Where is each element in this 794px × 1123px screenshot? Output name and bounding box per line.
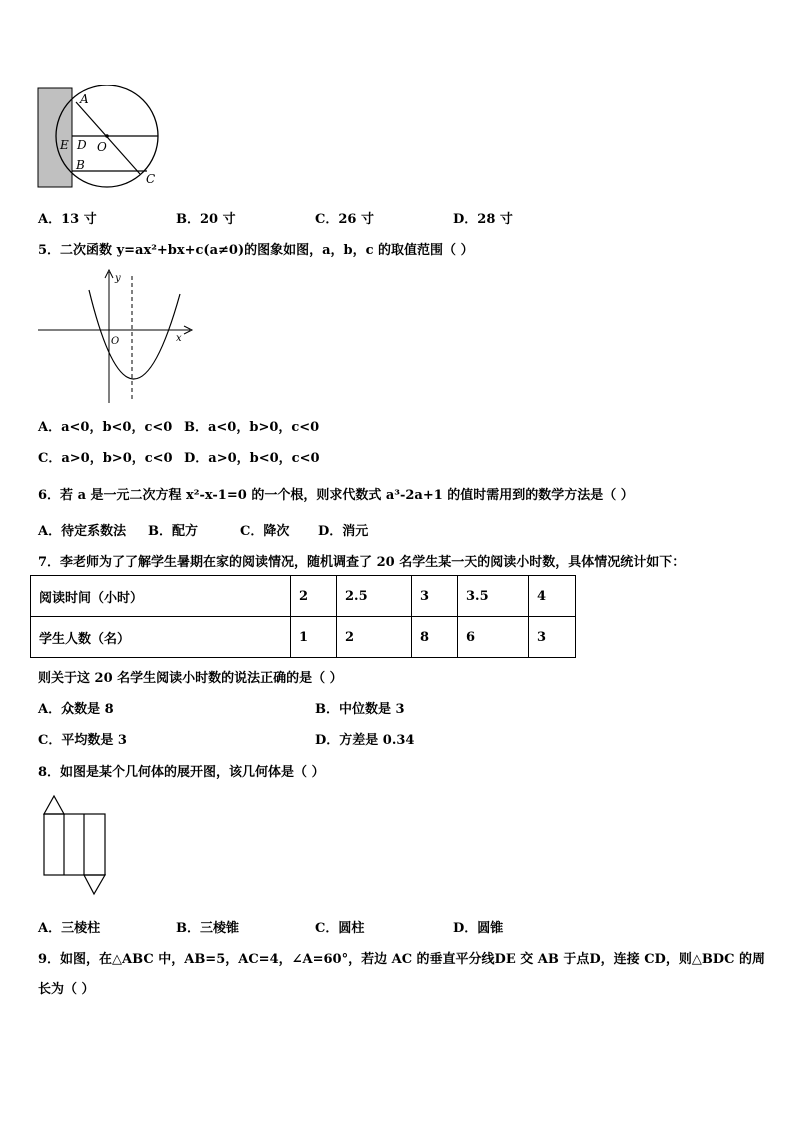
q8-option-b: B．三棱锥 [176, 921, 239, 936]
net-rectangle [44, 814, 105, 875]
reading-stats-table [30, 575, 576, 658]
table-cell: 3 [529, 617, 576, 658]
q8-option-d: D．圆锥 [453, 921, 504, 936]
table-cell: 2 [337, 617, 412, 658]
table-row [31, 617, 576, 658]
q4-figure [36, 85, 166, 190]
label-o: O [97, 140, 107, 154]
q9-question-line1: 9．如图，在△ABC 中，AB=5，AC=4，∠A=60°，若边 AC 的垂直平分线DE 交 AB 于点D，连接 CD，则△BDC 的周 [38, 952, 765, 967]
q9-question-line2: 长为（ ） [38, 982, 95, 997]
q5-option-a: A．a<0，b<0，c<0 [38, 420, 173, 435]
label-d: D [77, 138, 87, 152]
y-label: y [115, 273, 121, 284]
table-cell: 4 [529, 576, 576, 617]
label-c: C [146, 172, 156, 186]
prism-net-figure [38, 794, 110, 897]
center-dot [105, 134, 109, 138]
table-row [31, 576, 576, 617]
top-triangle [44, 796, 64, 814]
table-cell: 1 [291, 617, 337, 658]
table-cell: 2 [291, 576, 337, 617]
q6-option-c: C．降次 [240, 524, 290, 539]
q5-option-d: D．a>0，b<0，c<0 [184, 451, 320, 466]
bottom-triangle [84, 875, 105, 894]
table-cell: 3.5 [458, 576, 529, 617]
row-header-hours: 阅读时间（小时） [31, 576, 291, 617]
q6-option-d: D．消元 [318, 524, 369, 539]
q6-option-b: B．配方 [148, 524, 198, 539]
q5-parabola-figure [36, 268, 196, 406]
label-e: E [60, 138, 69, 152]
parabola-curve [89, 290, 180, 379]
table-cell: 2.5 [337, 576, 412, 617]
table-cell: 6 [458, 617, 529, 658]
q5-option-c: C．a>0，b>0，c<0 [38, 451, 173, 466]
q4-option-b: B．20 寸 [176, 212, 236, 227]
q7-option-b: B．中位数是 3 [315, 702, 405, 717]
table-cell: 8 [412, 617, 458, 658]
q7-question: 7．李老师为了了解学生暑期在家的阅读情况，随机调查了 20 名学生某一天的阅读小时数，具体情况统计如下： [38, 555, 686, 570]
q8-option-c: C．圆柱 [315, 921, 365, 936]
q8-option-a: A．三棱柱 [38, 921, 101, 936]
q5-option-b: B．a<0，b>0，c<0 [184, 420, 320, 435]
q4-option-a: A．13 寸 [38, 212, 97, 227]
q7-followup: 则关于这 20 名学生阅读小时数的说法正确的是（ ） [38, 671, 343, 686]
q4-option-c: C．26 寸 [315, 212, 374, 227]
row-header-count: 学生人数（名） [31, 617, 291, 658]
q8-question: 8．如图是某个几何体的展开图，该几何体是（ ） [38, 765, 325, 780]
q4-option-d: D．28 寸 [453, 212, 513, 227]
q7-option-d: D．方差是 0.34 [315, 733, 415, 748]
q6-option-a: A．待定系数法 [38, 524, 127, 539]
label-a: A [80, 92, 89, 106]
x-label: x [176, 333, 182, 344]
q6-question: 6．若 a 是一元二次方程 x²-x-1=0 的一个根，则求代数式 a³-2a+1 的值时需用到的数学方法是（ ） [38, 488, 634, 503]
origin-label: O [111, 336, 120, 347]
label-b: B [76, 158, 85, 172]
q5-question: 5．二次函数 y=ax²+bx+c(a≠0)的图象如图，a，b，c 的取值范围（ ） [38, 243, 474, 258]
q7-option-a: A．众数是 8 [38, 702, 114, 717]
table-cell: 3 [412, 576, 458, 617]
q7-option-c: C．平均数是 3 [38, 733, 127, 748]
